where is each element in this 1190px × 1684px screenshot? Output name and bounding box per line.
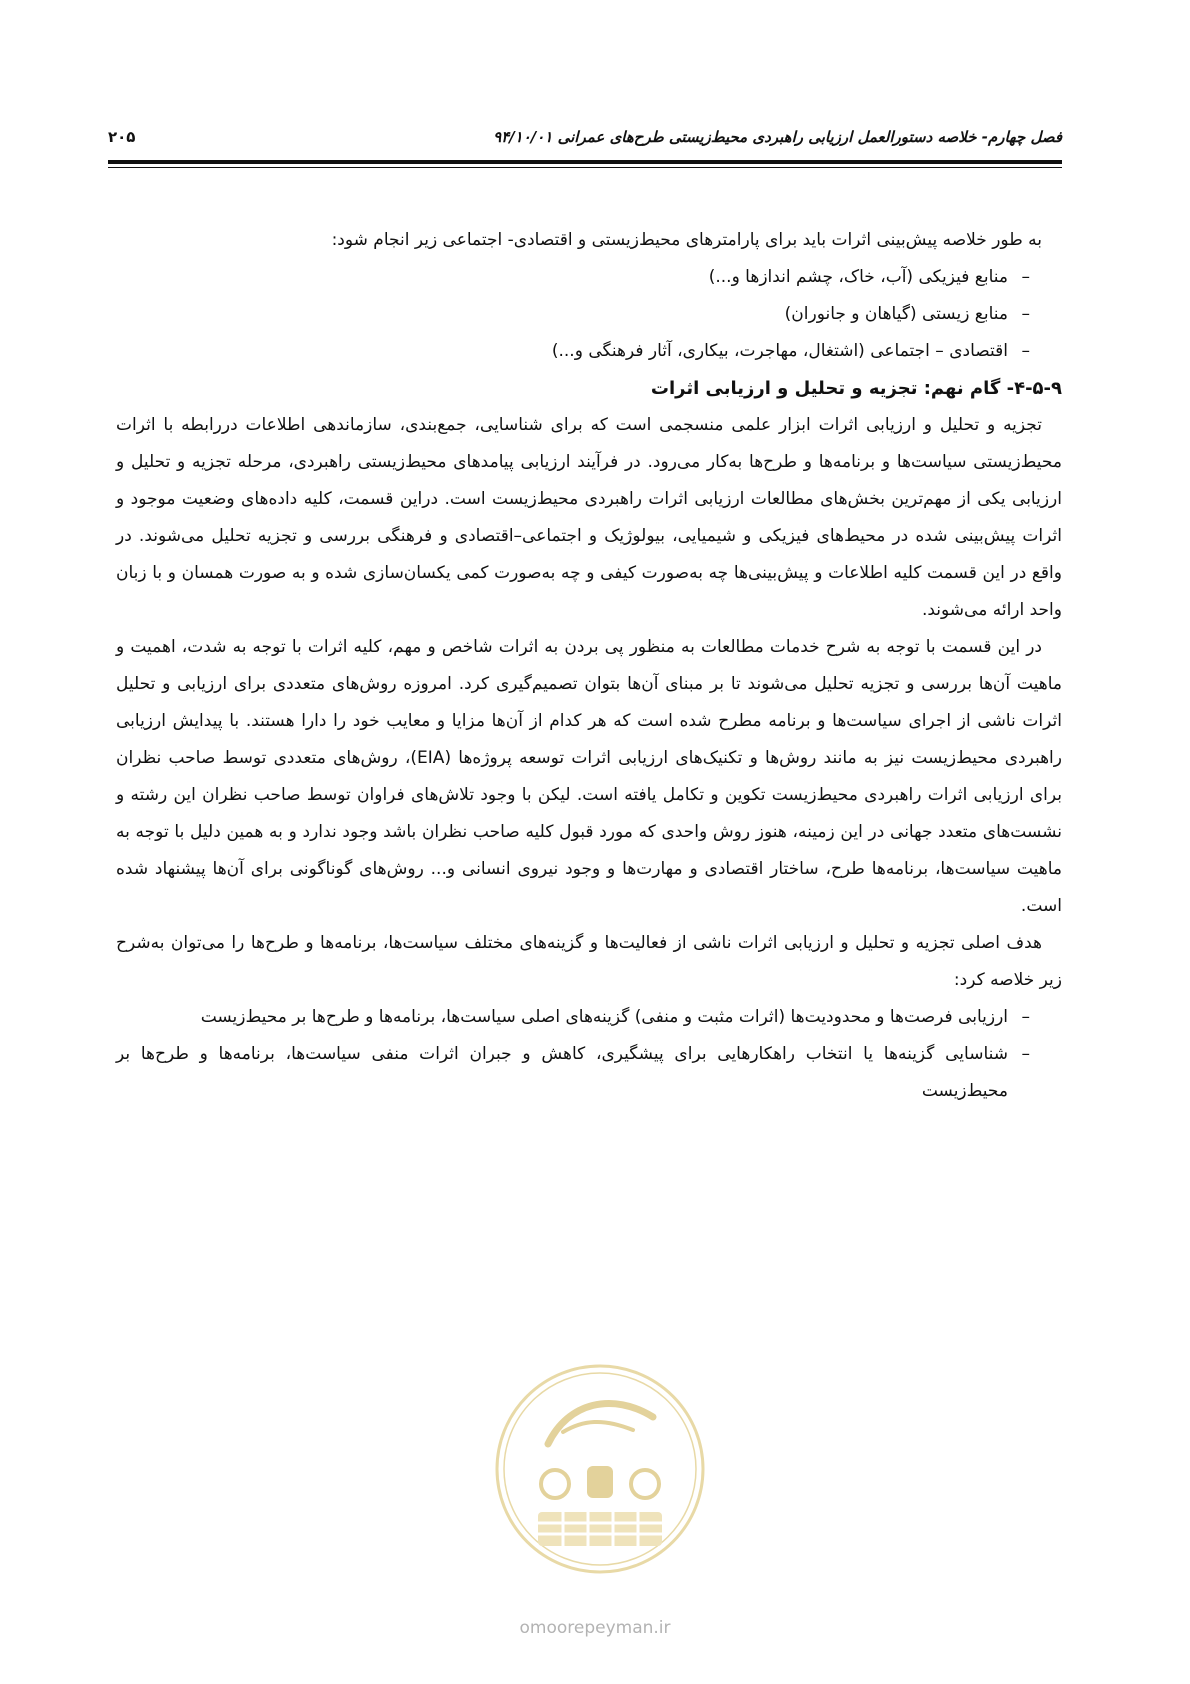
objectives-bullet-list bbox=[116, 999, 1062, 1110]
header-rule-thin bbox=[108, 167, 1062, 168]
list-item-text: ارزیابی فرصت‌ها و محدودیت‌ها (اثرات مثبت و منفی) گزینه‌های اصلی سیاست‌ها، برنامه‌ها و طرح‌ها بر محیط‌زیست bbox=[200, 1007, 1008, 1027]
list-item bbox=[116, 259, 1030, 296]
body-paragraph: تجزیه و تحلیل و ارزیابی اثرات ابزار علمی منسجمی است که برای شناسایی، جمع‌بندی، سازماندهی اطلاعات دررابطه با اثرات محیط‌زیستی سیاست‌ها و برنامه‌ها و طرح‌ها به‌کار می‌رود. در فرآیند ارزیابی پیامدهای محیط‌زیستی راهبردی، مرحله تجزیه و تحلیل و ارزیابی یکی از مهم‌ترین بخش‌های مطالعات ارزیابی اثرات راهبردی محیط‌زیست است. دراین قسمت، کلیه داده‌های وضعیت موجود و اثرات پیش‌بینی شده در محیط‌های فیزیکی و شیمیایی، بیولوژیک و اجتماعی–اقتصادی و فرهنگی بررسی و تجزیه تحلیل می‌شوند. در واقع در این قسمت کلیه اطلاعات و پیش‌بینی‌ها چه به‌صورت کیفی و چه به‌صورت کمی یکسان‌سازی شده و به صورت همسان و با زبان واحد ارائه می‌شوند. bbox=[116, 415, 1062, 620]
dash-marker: – bbox=[1021, 341, 1030, 361]
dash-marker: – bbox=[1021, 267, 1030, 287]
body-paragraph: هدف اصلی تجزیه و تحلیل و ارزیابی اثرات ناشی از فعالیت‌ها و گزینه‌های مختلف سیاست‌ها، برنامه‌ها و طرح‌ها را می‌توان به‌شرح زیر خلاصه کرد: bbox=[116, 933, 1062, 990]
header-rule-thick bbox=[108, 160, 1062, 164]
list-item-text: شناسایی گزینه‌ها یا انتخاب راهکارهایی برای پیشگیری، کاهش و جبران اثرات منفی سیاست‌ها، برنامه‌ها و طرح‌ها بر محیط‌زیست bbox=[116, 1044, 1008, 1101]
list-item-text: منابع زیستی (گیاهان و جانوران) bbox=[784, 304, 1008, 324]
list-item bbox=[116, 296, 1030, 333]
intro-paragraph: به طور خلاصه پیش‌بینی اثرات باید برای پارامترهای محیط‌زیستی و اقتصادی- اجتماعی زیر انجام شود: bbox=[331, 230, 1042, 250]
dash-marker: – bbox=[1021, 1007, 1030, 1027]
page-header bbox=[108, 128, 1062, 154]
watermark-website: omoorepeyman.ir bbox=[519, 1618, 671, 1638]
list-item-text: منابع فیزیکی (آب، خاک، چشم اندازها و...) bbox=[708, 267, 1008, 287]
page-number: ۲۰۵ bbox=[108, 128, 136, 146]
dash-marker: – bbox=[1021, 304, 1030, 324]
body-paragraph: در این قسمت با توجه به شرح خدمات مطالعات به منظور پی بردن به اثرات شاخص و مهم، کلیه اثرات با توجه به شدت، اهمیت و ماهیت آن‌ها بررسی و تجزیه تحلیل می‌شوند تا بر مبنای آن‌ها بتوان تصمیم‌گیری کرد. امروزه روش‌های متعددی برای ارزیابی و تحلیل اثرات ناشی از اجرای سیاست‌ها و برنامه مطرح شده است که هر کدام از آن‌ها مزایا و معایب خود را دارا هستند. با پیدایش ارزیابی راهبردی محیط‌زیست نیز به مانند روش‌ها و تکنیک‌های ارزیابی اثرات توسعه پروژه‌ها (EIA)، روش‌های متعددی توسط صاحب نظران برای ارزیابی اثرات راهبردی محیط‌زیست تکوین و تکامل یافته است. لیکن با وجود تلاش‌های فراوان توسط صاحب نظران این رشته و نشست‌های متعدد جهانی در این زمینه، هنوز روش واحدی که مورد قبول کلیه صاحب نظران باشد وجود ندارد و به همین دلیل با توجه به ماهیت سیاست‌ها، برنامه‌ها طرح، ساختار اقتصادی و مهارت‌ها و وجود نیروی انسانی و... روش‌های گوناگونی برای آن‌ها پیشنهاد شده است. bbox=[116, 637, 1062, 916]
section-heading: ۴-۵-۹- گام نهم: تجزیه و تحلیل و ارزیابی اثرات bbox=[650, 378, 1062, 399]
dash-marker: – bbox=[1021, 1044, 1030, 1064]
list-item bbox=[116, 999, 1030, 1036]
watermark-seal-logo bbox=[493, 1362, 707, 1576]
list-item bbox=[116, 1036, 1030, 1110]
header-title: فصل چهارم- خلاصه دستورالعمل ارزیابی راهبردی محیط‌زیستی طرح‌های عمرانی ۹۴/۱۰/۰۱ bbox=[493, 128, 1062, 146]
list-item-text: اقتصادی – اجتماعی (اشتغال، مهاجرت، بیکاری، آثار فرهنگی و...) bbox=[551, 341, 1008, 361]
intro-bullet-list bbox=[116, 259, 1062, 370]
page-content bbox=[116, 222, 1062, 1110]
list-item bbox=[116, 333, 1030, 370]
